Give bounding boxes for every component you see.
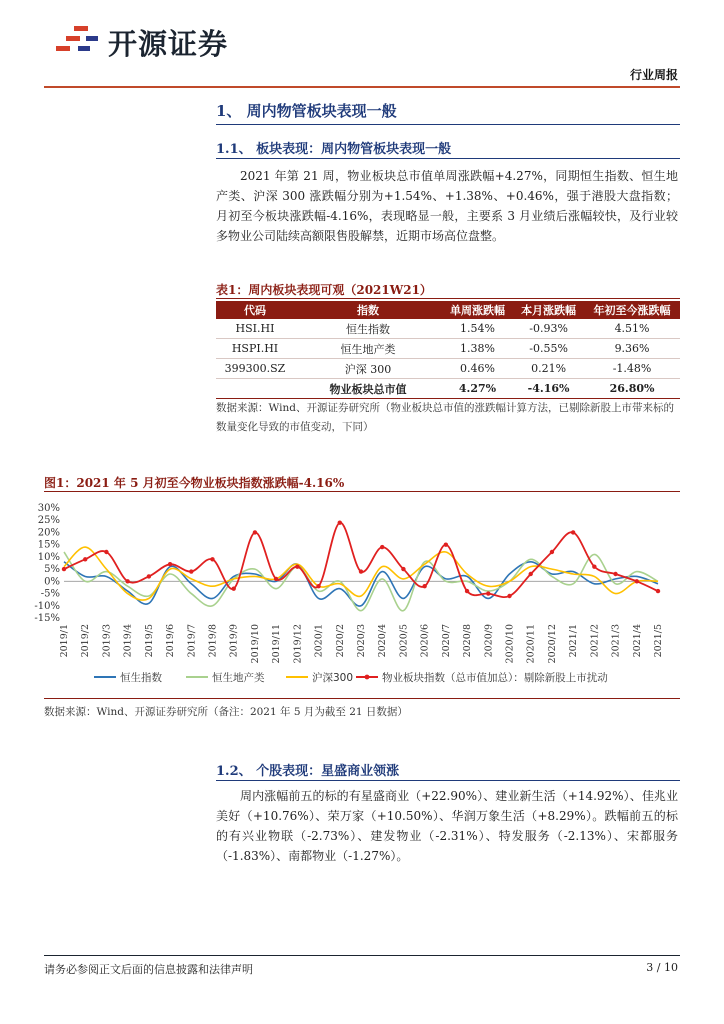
- subsection-heading-rule: [216, 158, 680, 159]
- data-point: [210, 557, 214, 561]
- table-source-note: 数据来源：Wind、开源证券研究所（物业板块总市值的涨跌幅计算方法，已剔除新股上市带来标的数量变化导致的市值变动，下同）: [216, 402, 674, 433]
- x-tick-label: 2020/9: [483, 624, 495, 658]
- y-tick-label: 30%: [37, 503, 60, 514]
- x-tick-label: 2019/9: [228, 624, 240, 658]
- series-line-3: [64, 523, 658, 598]
- section-heading: 1、 周内物管板块表现一般: [216, 102, 397, 120]
- table-title: 表1：周内板块表现可观（2021W21）: [216, 283, 432, 297]
- line-chart: [34, 500, 680, 696]
- legend-label: 沪深300: [312, 672, 354, 684]
- brand-logo: [54, 22, 228, 62]
- table-cell: [216, 379, 294, 399]
- page-number: 3 / 10: [646, 961, 678, 974]
- table-cell: 1.54%: [442, 319, 513, 339]
- y-tick-label: 15%: [37, 539, 60, 551]
- table-cell: 恒生地产类: [294, 339, 442, 359]
- data-point: [613, 572, 617, 576]
- x-tick-label: 2020/10: [504, 624, 516, 664]
- header-divider: [44, 86, 680, 88]
- x-tick-label: 2020/8: [462, 624, 474, 658]
- x-tick-label: 2021/2: [589, 624, 601, 658]
- table-title-rule: [216, 298, 680, 299]
- paragraph-text: 2021 年第 21 周，物业板块总市值单周涨跌幅+4.27%，同期恒生指数、恒生地产类、沪深 300 涨跌幅分别为+1.54%、+1.38%、+0.46%，强于港股大盘指数；月初至今板块涨跌幅-4.16%，表现略显一般，主要系 3 月业绩后涨幅较快，及行业较多物业公司陆续高额限售股解禁，近期市场高位盘整。: [216, 169, 678, 243]
- x-tick-label: 2019/8: [207, 624, 219, 658]
- table-cell: 4.51%: [584, 319, 680, 339]
- x-tick-label: 2019/2: [80, 624, 92, 658]
- table-cell: -0.93%: [513, 319, 584, 339]
- data-point: [592, 564, 596, 568]
- data-point: [529, 572, 533, 576]
- report-type-label: 行业周报: [629, 68, 678, 82]
- table-cell: HSPI.HI: [216, 339, 294, 359]
- table-cell: 4.27%: [442, 379, 513, 399]
- figure-title: 图1：2021 年 5 月初至今物业板块指数涨跌幅-4.16%: [44, 476, 345, 490]
- x-tick-label: 2019/11: [271, 624, 283, 664]
- legend-label: 恒生地产类: [212, 672, 265, 684]
- table-header-row: [216, 301, 680, 319]
- x-tick-label: 2019/12: [292, 624, 304, 664]
- footer-disclaimer: 请务必参阅正文后面的信息披露和法律声明: [44, 963, 253, 976]
- section-heading-rule: [216, 124, 680, 125]
- logo-mark-icon: [54, 22, 98, 62]
- data-point: [401, 567, 405, 571]
- subsection-heading-rule: [216, 780, 680, 781]
- data-point: [338, 520, 342, 524]
- x-tick-label: 2020/11: [525, 624, 537, 664]
- x-tick-label: 2021/3: [610, 624, 622, 658]
- y-tick-label: -15%: [34, 613, 60, 624]
- data-point: [550, 550, 554, 554]
- column-header: 本月涨跌幅: [513, 301, 584, 319]
- table-cell: 物业板块总市值: [294, 379, 442, 399]
- data-point: [83, 557, 87, 561]
- x-tick-label: 2020/12: [546, 624, 558, 664]
- table-cell: -1.48%: [584, 359, 680, 379]
- index-performance-table: [216, 301, 680, 399]
- x-tick-label: 2019/7: [186, 624, 198, 658]
- x-tick-label: 2019/4: [122, 624, 134, 658]
- table-cell: 26.80%: [584, 379, 680, 399]
- brand-name: 开源证券: [108, 26, 229, 61]
- x-tick-label: 2020/6: [419, 624, 431, 658]
- table-cell: 1.38%: [442, 339, 513, 359]
- table-total-row: [216, 379, 680, 399]
- x-tick-label: 2019/6: [165, 624, 177, 658]
- data-point: [62, 567, 66, 571]
- figure-bottom-rule: [44, 698, 680, 699]
- series-line-0: [64, 562, 658, 606]
- table-row: [216, 319, 680, 339]
- column-header: 指数: [294, 301, 442, 319]
- data-point: [189, 569, 193, 573]
- legend-label: 物业板块指数（总市值加总）：剔除新股上市扰动: [382, 672, 608, 684]
- data-point: [359, 569, 363, 573]
- x-tick-label: 2021/4: [631, 624, 643, 658]
- data-point: [635, 579, 639, 583]
- table-cell: 0.46%: [442, 359, 513, 379]
- data-point: [422, 584, 426, 588]
- data-point: [316, 584, 320, 588]
- table-row: [216, 339, 680, 359]
- y-tick-label: 25%: [37, 515, 60, 527]
- data-point: [274, 577, 278, 581]
- footer-divider: [44, 955, 680, 956]
- x-tick-label: 2019/1: [59, 624, 70, 658]
- y-tick-label: 5%: [44, 564, 60, 576]
- figure-title-rule: [44, 491, 680, 492]
- data-point: [465, 589, 469, 593]
- subsection-heading: 1.2、 个股表现：星盛商业领涨: [216, 764, 400, 779]
- x-tick-label: 2019/10: [249, 624, 261, 664]
- legend-label: 恒生指数: [120, 672, 162, 684]
- figure-source-note: 数据来源：Wind、开源证券研究所（备注：2021 年 5 月为截至 21 日数据）: [44, 706, 408, 718]
- data-point: [571, 530, 575, 534]
- y-tick-label: -10%: [34, 600, 60, 612]
- x-tick-label: 2020/5: [398, 624, 410, 658]
- x-tick-label: 2019/5: [143, 624, 155, 658]
- data-point: [253, 530, 257, 534]
- table-cell: 9.36%: [584, 339, 680, 359]
- x-tick-label: 2020/4: [377, 624, 389, 658]
- y-tick-label: 10%: [37, 551, 60, 563]
- y-tick-label: 20%: [37, 527, 60, 539]
- table-row: [216, 359, 680, 379]
- data-point: [295, 564, 299, 568]
- data-point: [656, 589, 660, 593]
- column-header: 代码: [216, 301, 294, 319]
- y-tick-label: 0%: [44, 576, 60, 588]
- table-cell: 399300.SZ: [216, 359, 294, 379]
- data-point: [486, 591, 490, 595]
- data-point: [125, 579, 129, 583]
- data-point: [168, 562, 172, 566]
- table-cell: -0.55%: [513, 339, 584, 359]
- legend-marker: [365, 675, 370, 680]
- subsection-heading: 1.1、 板块表现：周内物管板块表现一般: [216, 142, 452, 157]
- table-cell: 0.21%: [513, 359, 584, 379]
- x-tick-label: 2020/3: [356, 624, 367, 658]
- data-point: [232, 586, 236, 590]
- data-point: [380, 545, 384, 549]
- data-point: [444, 542, 448, 546]
- table-cell: HSI.HI: [216, 319, 294, 339]
- x-tick-label: 2021/1: [568, 624, 580, 658]
- table-cell: 沪深 300: [294, 359, 442, 379]
- data-point: [507, 594, 511, 598]
- table-cell: -4.16%: [513, 379, 584, 399]
- paragraph-text: 周内涨幅前五的标的有星盛商业（+22.90%）、建业新生活（+14.92%）、佳兆业美好（+10.76%）、荣万家（+10.50%）、华润万象生活（+8.29%）。跌幅前五的标的有兴业物联（-2.73%）、建发物业（-2.31%）、特发服务（-2.13%）、宋都服务（-1.83%）、南都物业（-1.27%）。: [216, 789, 678, 863]
- column-header: 年初至今涨跌幅: [584, 301, 680, 319]
- x-tick-label: 2020/7: [440, 624, 452, 658]
- y-tick-label: -5%: [40, 588, 60, 600]
- x-tick-label: 2021/5: [653, 624, 664, 658]
- data-point: [147, 574, 151, 578]
- data-point: [104, 550, 108, 554]
- x-tick-label: 2020/2: [334, 624, 346, 658]
- column-header: 单周涨跌幅: [442, 301, 513, 319]
- body-paragraph: [216, 166, 678, 246]
- x-tick-label: 2019/3: [101, 624, 113, 658]
- table-cell: 恒生指数: [294, 319, 442, 339]
- body-paragraph: [216, 786, 678, 866]
- x-tick-label: 2020/1: [313, 624, 325, 658]
